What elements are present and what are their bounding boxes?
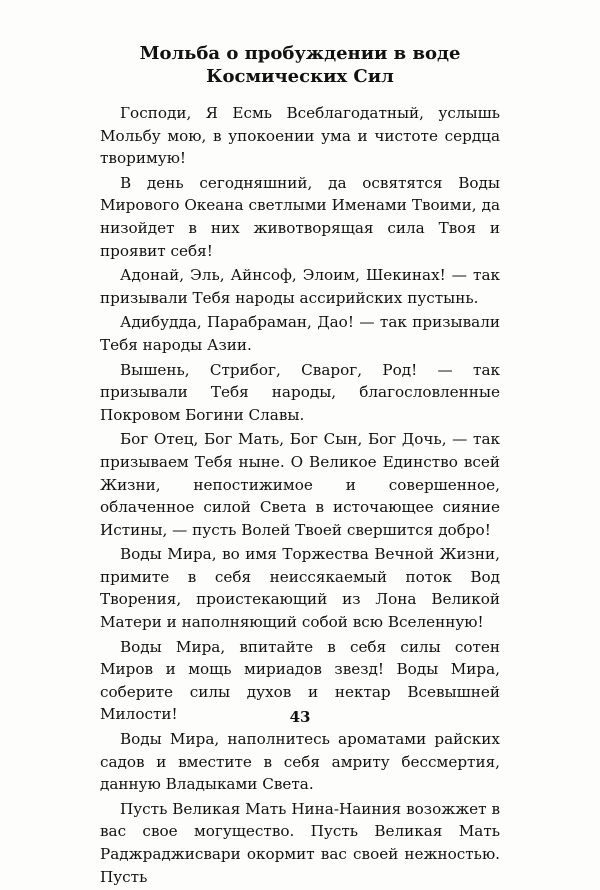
prayer-text — [100, 102, 500, 888]
paragraph: Адибудда, Парабраман, Дао! — так призывали Тебя народы Азии. — [100, 313, 500, 354]
title-line-2: Космических Сил — [206, 66, 394, 87]
paragraph: Господи, Я Есмь Всеблагодатный, услышь Мольбу мою, в упокоении ума и чистоте сердца творимую! — [100, 104, 500, 168]
title-line-1: Мольба о пробуждении в воде — [139, 43, 461, 64]
paragraph: Пусть Великая Мать Нина-Наиния возожжет в вас свое могущество. Пусть Великая Мать Раджраджисвари окормит вас своей нежностью. Пусть — [100, 799, 500, 886]
paragraph: В день сегодняшний, да освятятся Воды Мирового Океана светлыми Именами Твоими, да низойдет в них животворящая сила Твоя и проявит себя! — [100, 173, 500, 260]
book-page — [100, 42, 500, 890]
paragraph: Бог Отец, Бог Мать, Бог Сын, Бог Дочь, — так призываем Тебя ныне. О Великое Единство всей Жизни, непостижимое и совершенное, облаченное силой Света в источающее сияние Истины, — пусть Волей Твоей свершится добро! — [100, 430, 500, 539]
paragraph: Адонай, Эль, Айнсоф, Элоим, Шекинах! — так призывали Тебя народы ассирийских пустынь. — [100, 266, 500, 307]
paragraph: Воды Мира, впитайте в себя силы сотен Миров и мощь мириадов звезд! Воды Мира, соберите силы духов и нектар Всевышней Милости! — [100, 637, 500, 724]
paragraph: Вышень, Стрибог, Сварог, Род! — так призывали Тебя народы, благословленные Покровом Богини Славы. — [100, 360, 500, 424]
paragraph: Воды Мира, наполнитесь ароматами райских садов и вместите в себя амриту бессмертия, данную Владыками Света. — [100, 730, 500, 794]
paragraph: Воды Мира, во имя Торжества Вечной Жизни, примите в себя неиссякаемый поток Вод Творения, проистекающий из Лона Великой Матери и наполняющий собой всю Вселенную! — [100, 545, 500, 632]
page-title — [100, 42, 500, 88]
page-number: 43 — [289, 708, 311, 726]
